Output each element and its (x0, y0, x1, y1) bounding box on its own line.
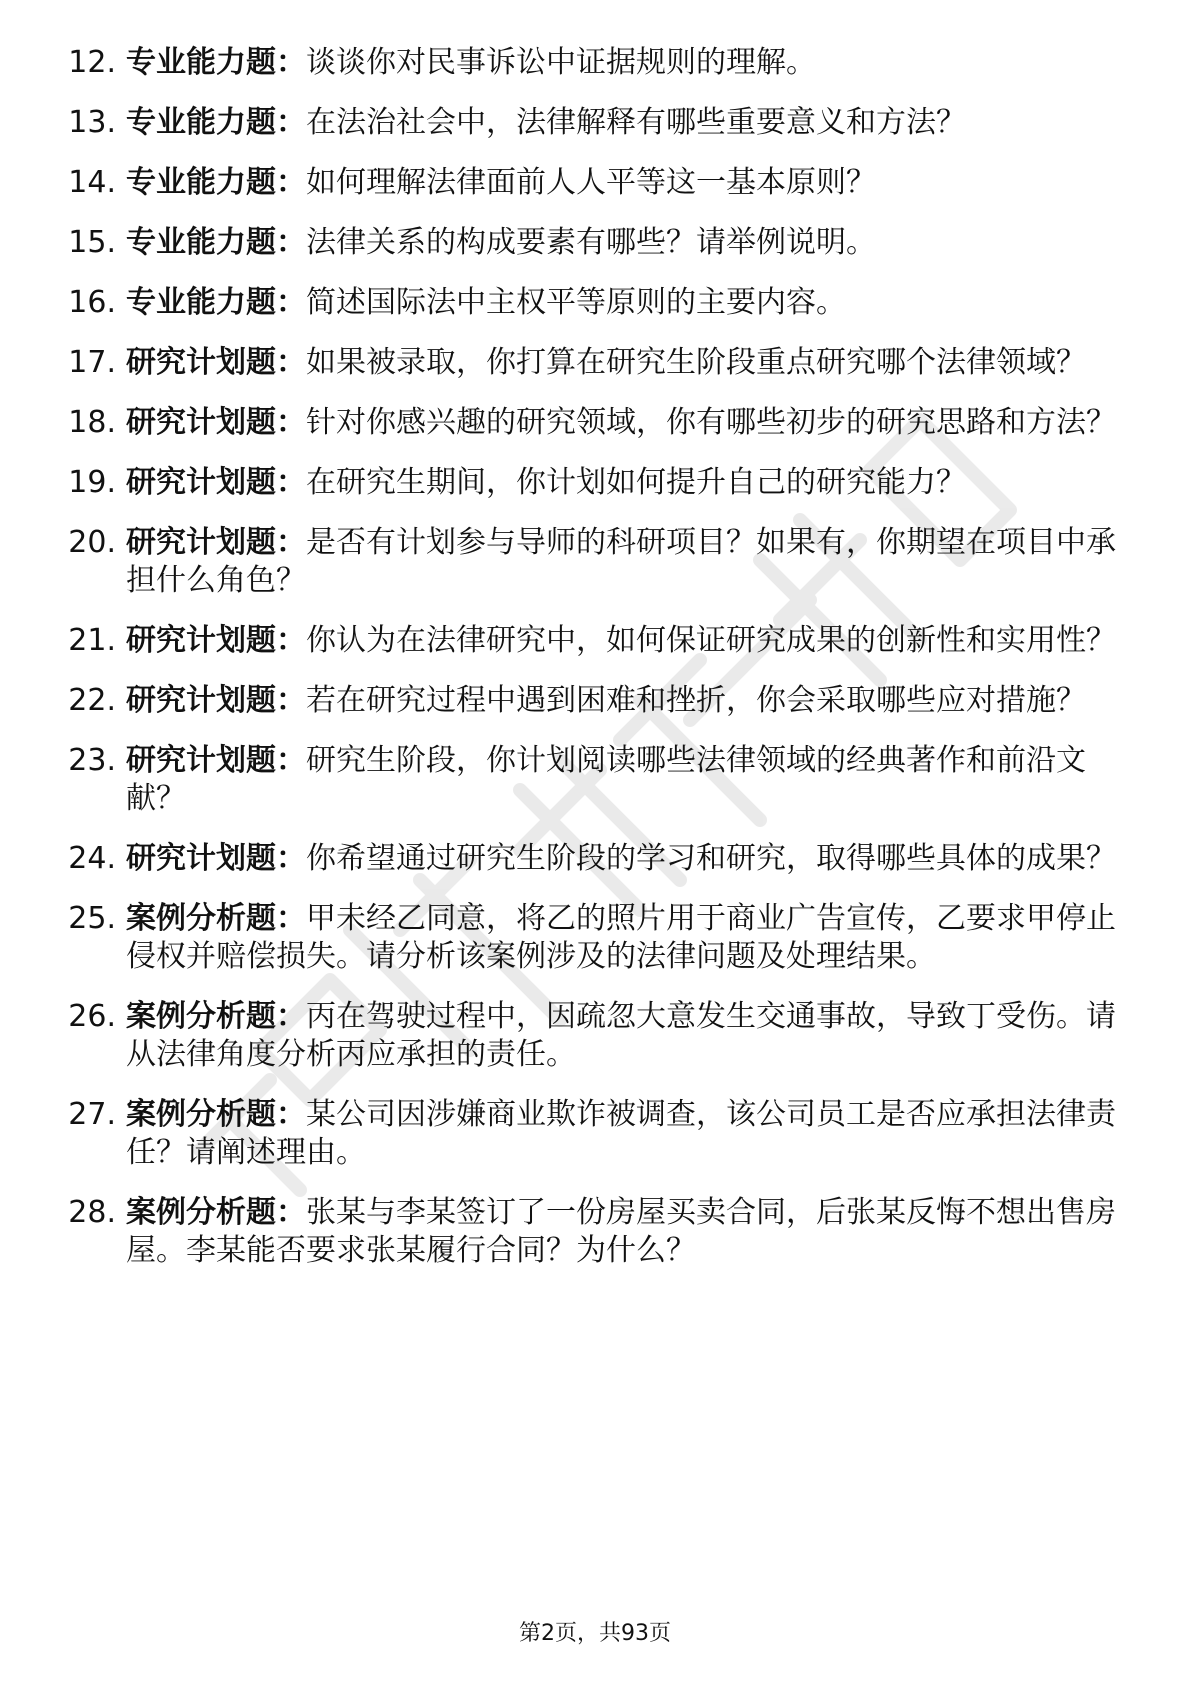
question-category: 专业能力题： (126, 285, 306, 320)
list-item (56, 1096, 1136, 1172)
list-item (56, 742, 1136, 818)
question-number: 25. (68, 901, 116, 936)
question-number: 15. (68, 225, 116, 260)
question-text: 如果被录取，你打算在研究生阶段重点研究哪个法律领域？ (306, 345, 1086, 380)
question-number: 23. (68, 743, 116, 778)
list-item (56, 524, 1136, 600)
question-number: 12. (68, 45, 116, 80)
list-item (56, 164, 1136, 202)
question-category: 研究计划题： (126, 683, 306, 718)
question-text: 你希望通过研究生阶段的学习和研究，取得哪些具体的成果？ (306, 841, 1116, 876)
question-number: 26. (68, 999, 116, 1034)
question-text: 法律关系的构成要素有哪些？请举例说明。 (306, 225, 876, 260)
question-list (56, 44, 1136, 1292)
list-item (56, 682, 1136, 720)
question-category: 案例分析题： (126, 1195, 306, 1230)
question-category: 研究计划题： (126, 841, 306, 876)
question-number: 27. (68, 1097, 116, 1132)
question-text: 如何理解法律面前人人平等这一基本原则？ (306, 165, 876, 200)
list-item (56, 224, 1136, 262)
question-text: 你认为在法律研究中，如何保证研究成果的创新性和实用性？ (306, 623, 1116, 658)
list-item (56, 998, 1136, 1074)
question-text: 针对你感兴趣的研究领域，你有哪些初步的研究思路和方法？ (306, 405, 1116, 440)
question-category: 研究计划题： (126, 345, 306, 380)
question-number: 16. (68, 285, 116, 320)
question-number: 14. (68, 165, 116, 200)
question-number: 22. (68, 683, 116, 718)
question-number: 28. (68, 1195, 116, 1230)
question-text: 简述国际法中主权平等原则的主要内容。 (306, 285, 846, 320)
question-number: 21. (68, 623, 116, 658)
question-category: 案例分析题： (126, 999, 306, 1034)
list-item (56, 464, 1136, 502)
list-item (56, 284, 1136, 322)
question-category: 研究计划题： (126, 525, 306, 560)
question-number: 18. (68, 405, 116, 440)
list-item (56, 44, 1136, 82)
question-number: 20. (68, 525, 116, 560)
question-category: 专业能力题： (126, 225, 306, 260)
question-category: 案例分析题： (126, 1097, 306, 1132)
question-text: 在法治社会中，法律解释有哪些重要意义和方法？ (306, 105, 966, 140)
question-category: 专业能力题： (126, 165, 306, 200)
question-number: 19. (68, 465, 116, 500)
question-category: 专业能力题： (126, 105, 306, 140)
question-text: 谈谈你对民事诉讼中证据规则的理解。 (306, 45, 816, 80)
question-category: 研究计划题： (126, 465, 306, 500)
question-number: 24. (68, 841, 116, 876)
question-number: 13. (68, 105, 116, 140)
question-category: 案例分析题： (126, 901, 306, 936)
list-item (56, 404, 1136, 442)
question-category: 研究计划题： (126, 743, 306, 778)
question-number: 17. (68, 345, 116, 380)
list-item (56, 104, 1136, 142)
page-footer: 第2页，共93页 (519, 1621, 671, 1646)
question-text: 研究生阶段，你计划阅读哪些法律领域的经典著作和前沿文献？ (126, 743, 1086, 816)
question-category: 研究计划题： (126, 405, 306, 440)
list-item (56, 900, 1136, 976)
list-item (56, 622, 1136, 660)
question-category: 研究计划题： (126, 623, 306, 658)
question-category: 专业能力题： (126, 45, 306, 80)
list-item (56, 840, 1136, 878)
question-text: 甲未经乙同意，将乙的照片用于商业广告宣传，乙要求甲停止侵权并赔偿损失。请分析该案例涉及的法律问题及处理结果。 (126, 901, 1116, 974)
question-text: 若在研究过程中遇到困难和挫折，你会采取哪些应对措施？ (306, 683, 1086, 718)
question-text: 是否有计划参与导师的科研项目？如果有，你期望在项目中承担什么角色？ (126, 525, 1116, 598)
list-item (56, 344, 1136, 382)
question-text: 丙在驾驶过程中，因疏忽大意发生交通事故，导致丁受伤。请从法律角度分析丙应承担的责任。 (126, 999, 1116, 1072)
question-text: 在研究生期间，你计划如何提升自己的研究能力？ (306, 465, 966, 500)
list-item (56, 1194, 1136, 1270)
question-text: 张某与李某签订了一份房屋买卖合同，后张某反悔不想出售房屋。李某能否要求张某履行合同？为什么？ (126, 1195, 1116, 1268)
question-text: 某公司因涉嫌商业欺诈被调查，该公司员工是否应承担法律责任？请阐述理由。 (126, 1097, 1116, 1170)
